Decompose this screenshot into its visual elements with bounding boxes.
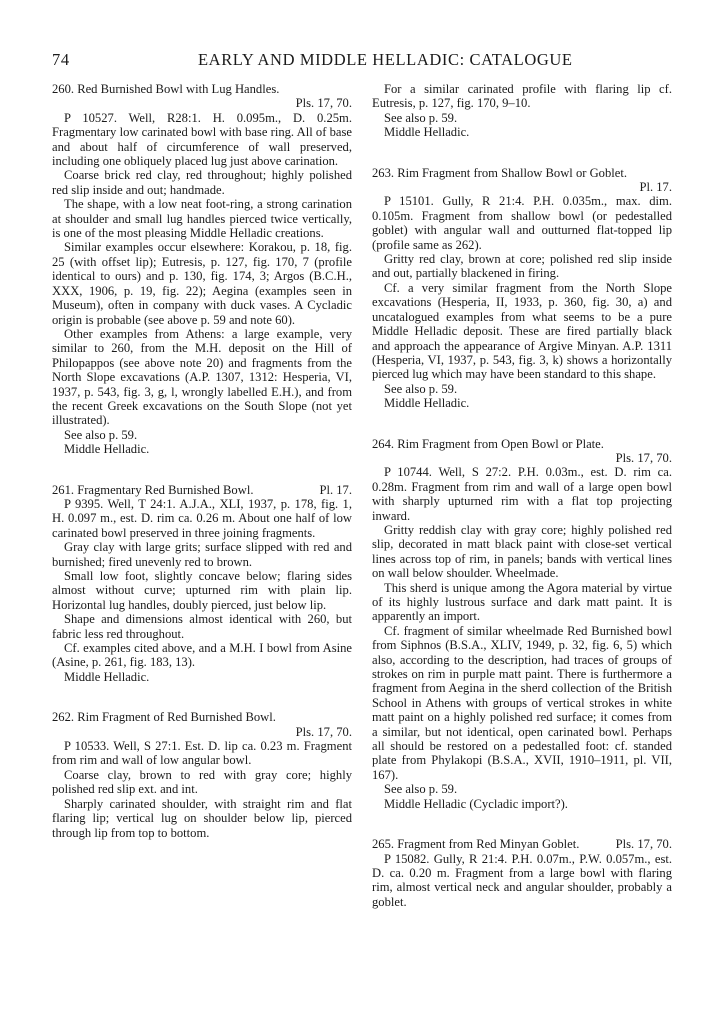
catalogue-entry-262 [52,710,352,840]
entry-heading: 262. Rim Fragment of Red Burnished Bowl. [52,710,276,725]
entry-paragraph: See also p. 59. [64,427,138,442]
entry-paragraph: P 10533. Well, S 27:1. Est. D. lip ca. 0.23 m. Fragment from rim and wall of low angular bowl. [52,739,352,768]
right-column [372,82,672,935]
entry-title: 265. Fragment from Red Minyan Goblet. [372,837,580,852]
catalogue-entry-262-continued [372,82,672,140]
entry-paragraph: P 15101. Gully, R 21:4. P.H. 0.035m., max. dim. 0.105m. Fragment from shallow bowl (or pedestalled goblet) with angular wall and outturned flat-topped lip (profile same as 262). [372,194,672,252]
entry-paragraph: Middle Helladic. [64,442,150,457]
entry-paragraph: Cf. fragment of similar wheelmade Red Burnished bowl from Siphnos (B.S.A., XLIV, 1949, p. 32, fig. 6, 5) which also, according to the description, had traces of groups of strokes on rim in purple matt paint. There is furthermore a fragment from Aegina in the sherd collection of the British School in Athens with groups of vertical strokes in white matt paint on a highly polished red surface; it comes from a similar, but not identical, open carinated bowl. Perhaps all should be restored on a pedestalled foot: cf. standed plate from Phylakopi (B.S.A., XVII, 1910–1911, pl. VII, 167). [372,623,672,782]
entry-paragraph: Middle Helladic. [384,396,470,411]
entry-paragraph: Middle Helladic. [64,669,150,684]
entry-heading: 260. Red Burnished Bowl with Lug Handles. [52,82,280,96]
entry-paragraph: Middle Helladic (Cycladic import?). [384,796,568,811]
plate-reference: Pls. 17, 70. [295,96,352,111]
entry-paragraph: This sherd is unique among the Agora material by virtue of its highly lustrous surface and dark matt paint. It is apparently an import. [372,580,672,624]
entry-paragraph: Cf. a very similar fragment from the North Slope excavations (Hesperia, II, 1933, p. 360, fig. 30, a) and uncatalogued examples from what seems to be a pure Middle Helladic deposit. These are fired partially black and approach the appearance of Argive Minyan. A.P. 1311 (Hesperia, VI, 1937, p. 543, fig. 3, k) shows a horizontally pierced lug which may have been standard to this shape. [372,280,672,382]
plate-reference: Pls. 17, 70. [295,724,352,739]
entry-paragraph: Sharply carinated shoulder, with straight rim and flat flaring lip; vertical lug on shoulder below lip, pierced through lip from top to bottom. [52,796,352,840]
entry-heading [52,483,352,497]
entry-paragraph: Gritty red clay, brown at core; polished red slip inside and out, partially blackened in firing. [372,252,672,281]
catalogue-entry-265 [372,837,672,909]
entry-paragraph: The shape, with a low neat foot-ring, a strong carination at shoulder and small lug handles pierced twice vertically, is one of the most pleasing Middle Helladic creations. [52,197,352,241]
entry-paragraph: Other examples from Athens: a large example, very similar to 260, from the M.H. deposit on the Hill of Philopappos (see above note 20) and fragments from the North Slope excavations (A.P. 1307, 1312: Hesperia, VI, 1937, p. 543, fig. 3, g, l, wrongly labelled E.H.), and from the recent Greek excavations on the South Slope (not yet illustrated). [52,326,352,428]
page-header [52,50,672,70]
entry-paragraph: Coarse brick red clay, red throughout; highly polished red slip inside and out; handmade. [52,168,352,197]
plate-reference: Pls. 17, 70. [615,450,672,465]
entry-heading: 263. Rim Fragment from Shallow Bowl or Goblet. [372,165,628,180]
plate-reference: Pl. 17. [639,180,672,195]
entry-paragraph: P 10527. Well, R28:1. H. 0.095m., D. 0.25m. Fragmentary low carinated bowl with base ring. All of base and about half of circumference of wall preserved, including one obliquely placed lug just above carination. [52,110,352,169]
plate-reference: Pls. 17, 70. [615,837,672,852]
plate-reference: Pl. 17. [319,482,352,497]
page-number: 74 [52,50,70,69]
entry-paragraph: See also p. 59. [384,381,458,396]
catalogue-entry-264 [372,437,672,812]
entry-paragraph: Shape and dimensions almost identical with 260, but fabric less red throughout. [52,612,352,641]
entry-paragraph: P 9395. Well, T 24:1. A.J.A., XLI, 1937, p. 178, fig. 1, H. 0.097 m., est. D. rim ca. 0.26 m. About one half of low carinated bowl preserved in three joining fragments. [52,496,352,540]
catalogue-entry-263 [372,166,672,411]
entry-heading [372,837,672,851]
entry-paragraph: See also p. 59. [384,782,458,797]
entry-paragraph: Coarse clay, brown to red with gray core; highly polished red slip ext. and int. [52,767,352,797]
catalogue-entry-261 [52,483,352,685]
entry-paragraph: Similar examples occur elsewhere: Korakou, p. 18, fig. 25 (with offset lip); Eutresis, p. 127, fig. 170, 7 (profile identical to ours) and p. 130, fig. 174, 3; Argos (B.C.H., XXX, 1906, p. 19, fig. 22); Aegina (examples seen in Museum), often in company with duck vases. A Cycladic origin is probable (see above p. 59 and note 60). [52,240,352,327]
entry-paragraph: Cf. examples cited above, and a M.H. I bowl from Asine (Asine, p. 261, fig. 183, 13). [52,641,352,670]
entry-paragraph: Gritty reddish clay with gray core; highly polished red slip, decorated in matt black paint with close-set vertical lines across top of rim, in panels; bands with vertical lines on wall below shoulder. Wheelmade. [372,522,672,581]
entry-heading: 264. Rim Fragment from Open Bowl or Plate. [372,436,604,451]
entry-paragraph: P 10744. Well, S 27:2. P.H. 0.03m., est. D. rim ca. 0.28m. Fragment from rim and wall of a large open bowl with sharply upturned rim with a flat top projecting inward. [372,465,672,523]
entry-paragraph: Gray clay with large grits; surface slipped with red and burnished; fired unevenly red to brown. [52,540,352,569]
entry-title: 261. Fragmentary Red Burnished Bowl. [52,482,254,497]
entry-paragraph: For a similar carinated profile with flaring lip cf. Eutresis, p. 127, fig. 170, 9–10. [372,82,672,111]
catalogue-entry-260 [52,82,352,457]
entry-paragraph: P 15082. Gully, R 21:4. P.H. 0.07m., P.W. 0.057m., est. D. ca. 0.20 m. Fragment from a large bowl with flaring rim, almost vertical neck and angular shoulder, probably a goblet. [372,851,672,909]
running-title: EARLY AND MIDDLE HELLADIC: CATALOGUE [198,50,573,69]
left-column [52,82,352,866]
entry-paragraph: See also p. 59. [384,110,458,125]
entry-paragraph: Small low foot, slightly concave below; flaring sides almost without curve; upturned rim with plain lip. Horizontal lug handles, doubly pierced, just below lip. [52,569,352,612]
entry-paragraph: Middle Helladic. [384,125,470,140]
